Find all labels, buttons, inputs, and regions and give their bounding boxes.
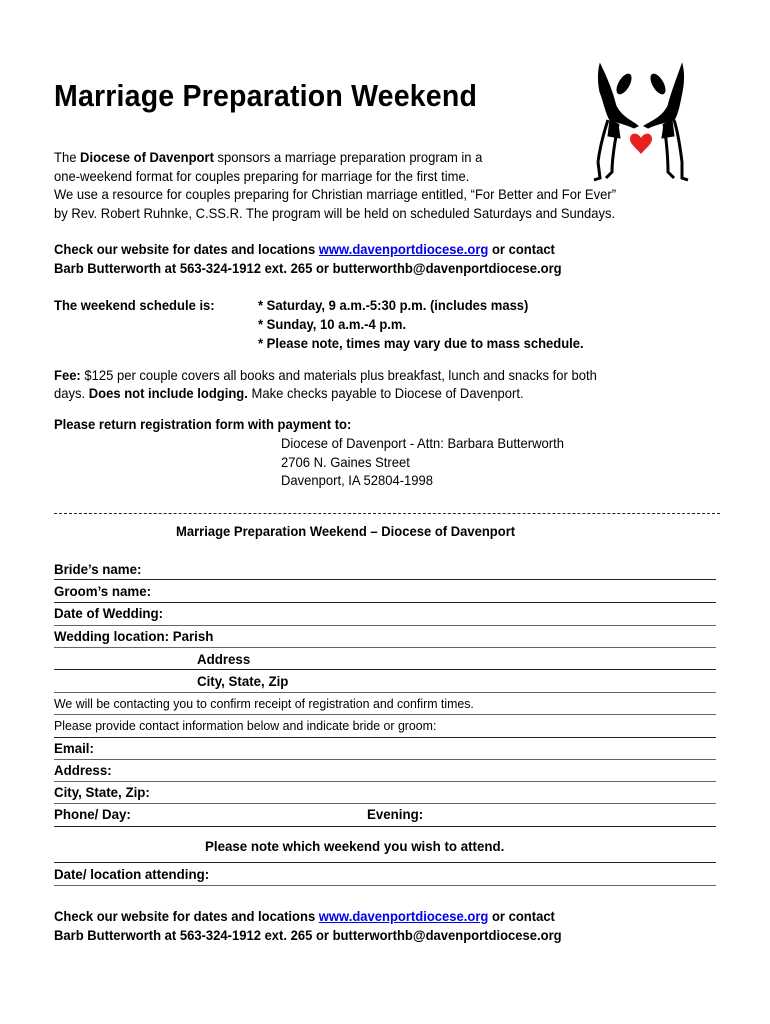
- return-address-line: Diocese of Davenport - Attn: Barbara Butterworth: [281, 435, 564, 451]
- wedding-address-label: Address: [197, 651, 251, 667]
- form-heading: Marriage Preparation Weekend – Diocese of Davenport: [176, 523, 516, 539]
- intro-line-2: one-weekend format for couples preparing for marriage for the first time.: [54, 168, 470, 184]
- bride-name-label: Bride’s name:: [54, 561, 142, 577]
- fee-line-2: [54, 384, 524, 403]
- contact-text: Check our website for dates and locations: [54, 908, 319, 924]
- contact-bottom-line-2: Barb Butterworth at 563-324-1912 ext. 265 or butterworthb@davenportdiocese.org: [54, 927, 562, 943]
- confirm-note: We will be contacting you to confirm receipt of registration and confirm times.: [54, 696, 474, 711]
- return-address-line: Davenport, IA 52804-1998: [281, 472, 434, 488]
- wedding-address-field[interactable]: [54, 669, 716, 670]
- diocese-name: Diocese of Davenport: [80, 149, 214, 165]
- row-divider: [54, 737, 716, 738]
- contact-bottom-line-1: [54, 907, 555, 926]
- schedule-label: The weekend schedule is:: [54, 297, 215, 313]
- contact-text: Check our website for dates and locations: [54, 241, 319, 257]
- schedule-item: * Please note, times may vary due to mass schedule.: [258, 335, 584, 351]
- date-location-field[interactable]: [54, 885, 716, 886]
- fee-text: Make checks payable to Diocese of Davenport.: [247, 385, 524, 401]
- intro-line-3: We use a resource for couples preparing for Christian marriage entitled, “For Better and For Ever”: [54, 186, 617, 202]
- contact-top-line-2: Barb Butterworth at 563-324-1912 ext. 265 or butterworthb@davenportdiocese.org: [54, 260, 562, 276]
- left-figure-icon: [594, 64, 638, 180]
- fee-text: $125 per couple covers all books and materials plus breakfast, lunch and snacks for both: [80, 367, 597, 383]
- fee-text: days.: [54, 385, 89, 401]
- email-field[interactable]: [54, 759, 716, 760]
- email-label: Email:: [54, 740, 94, 756]
- website-link[interactable]: www.davenportdiocese.org: [318, 908, 489, 924]
- contact-top-line-1: [54, 240, 555, 259]
- contact-city-field[interactable]: [54, 803, 716, 804]
- wedding-city-field[interactable]: [54, 692, 716, 693]
- lodging-note: Does not include lodging.: [88, 385, 248, 401]
- intro-line-4: by Rev. Robert Ruhnke, C.SS.R. The program will be held on scheduled Saturdays and Sundays.: [54, 205, 616, 221]
- phone-evening-label: Evening:: [367, 806, 424, 822]
- contact-address-field[interactable]: [54, 781, 716, 782]
- row-divider: [54, 862, 716, 863]
- wedding-parish-field[interactable]: [54, 647, 716, 648]
- schedule-item: * Saturday, 9 a.m.-5:30 p.m. (includes mass): [258, 297, 529, 313]
- row-divider: [54, 714, 716, 715]
- return-address-line: 2706 N. Gaines Street: [281, 454, 410, 470]
- weekend-note: Please note which weekend you wish to attend.: [205, 838, 505, 854]
- wedding-date-field[interactable]: [54, 625, 716, 626]
- groom-name-field[interactable]: [54, 602, 716, 603]
- groom-name-label: Groom’s name:: [54, 583, 152, 599]
- intro-text: The: [54, 149, 81, 165]
- contact-address-label: Address:: [54, 762, 112, 778]
- heart-icon: [630, 134, 652, 154]
- contact-city-label: City, State, Zip:: [54, 784, 150, 800]
- contact-text: or contact: [488, 241, 555, 257]
- fee-line-1: [54, 366, 597, 385]
- date-location-label: Date/ location attending:: [54, 866, 210, 882]
- schedule-item: * Sunday, 10 a.m.-4 p.m.: [258, 316, 407, 332]
- wedding-city-label: City, State, Zip: [197, 673, 289, 689]
- return-heading: Please return registration form with payment to:: [54, 416, 352, 432]
- wedding-date-label: Date of Wedding:: [54, 605, 164, 621]
- intro-line-1: [54, 148, 482, 167]
- cut-line-divider: [54, 513, 720, 514]
- phone-field[interactable]: [54, 826, 716, 827]
- phone-day-label: Phone/ Day:: [54, 806, 131, 822]
- fee-label: Fee:: [54, 367, 81, 383]
- intro-text: sponsors a marriage preparation program in a: [213, 149, 483, 165]
- bride-name-field[interactable]: [54, 579, 716, 580]
- website-link[interactable]: www.davenportdiocese.org: [318, 241, 489, 257]
- couple-heart-logo: [586, 62, 696, 186]
- wedding-parish-label: Wedding location: Parish: [54, 628, 214, 644]
- contact-note: Please provide contact information below and indicate bride or groom:: [54, 718, 437, 733]
- right-figure-icon: [644, 64, 688, 180]
- contact-text: or contact: [488, 908, 555, 924]
- page-title: Marriage Preparation Weekend: [54, 78, 478, 113]
